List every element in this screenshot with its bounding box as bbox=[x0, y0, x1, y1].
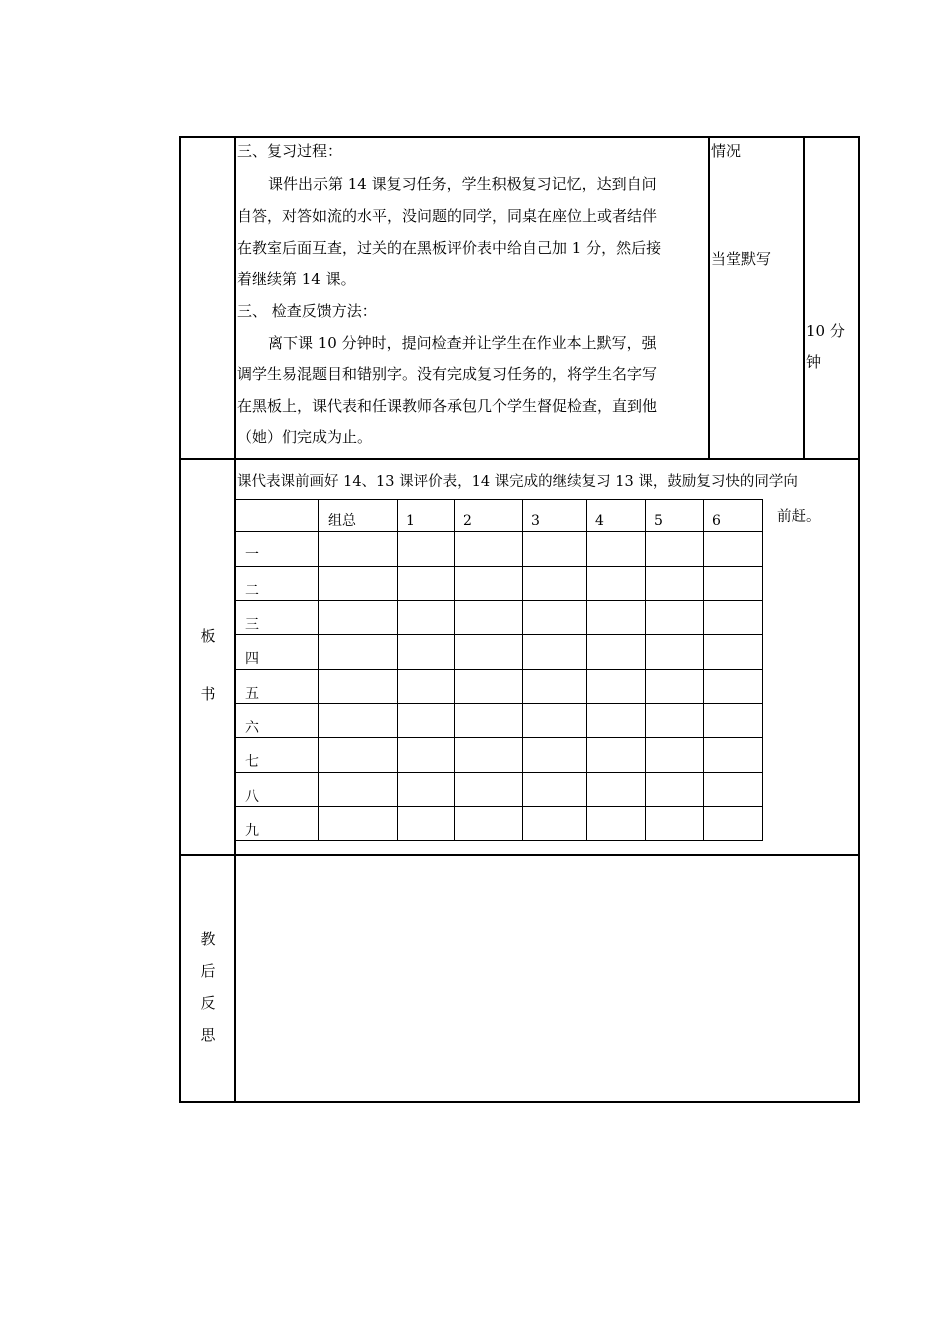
heading-feedback-method: 三、 检查反馈方法： bbox=[237, 302, 377, 320]
grid-line bbox=[236, 737, 763, 738]
grid-line bbox=[236, 806, 763, 807]
grid-line bbox=[236, 840, 763, 841]
grid-line bbox=[236, 600, 763, 601]
row-label: 五 bbox=[245, 686, 259, 702]
header-col-1: 1 bbox=[406, 513, 415, 529]
text-line: （她）们完成为止。 bbox=[237, 428, 373, 446]
situation-column-divider bbox=[708, 136, 710, 458]
grid-line bbox=[762, 499, 763, 841]
row-label: 一 bbox=[245, 547, 259, 563]
outer-left-border bbox=[179, 136, 181, 1103]
outer-right-border bbox=[858, 136, 860, 1103]
text-line: 离下课 10 分钟时，提问检查并让学生在作业本上默写，强 bbox=[268, 334, 657, 352]
reflection-label-char: 后 bbox=[200, 962, 216, 980]
row-label: 八 bbox=[245, 789, 259, 805]
label-column-divider bbox=[234, 136, 236, 1103]
header-col-2: 2 bbox=[463, 513, 472, 529]
grid-line bbox=[236, 669, 763, 670]
row-label: 二 bbox=[245, 583, 259, 599]
situation-value: 当堂默写 bbox=[711, 250, 772, 268]
board-intro-text: 课代表课前画好 14、13 课评价表，14 课完成的继续复习 13 课，鼓励复习快的同学向 bbox=[237, 474, 798, 490]
grid-line bbox=[318, 499, 319, 841]
text-line: 课件出示第 14 课复习任务，学生积极复习记忆，达到自问 bbox=[268, 175, 657, 193]
header-col-3: 3 bbox=[531, 513, 540, 529]
grid-line bbox=[236, 531, 763, 532]
grid-line bbox=[586, 499, 587, 841]
text-line: 调学生易混题目和错别字。没有完成复习任务的，将学生名字写 bbox=[237, 365, 658, 383]
row-label: 三 bbox=[245, 617, 259, 633]
row-label: 六 bbox=[245, 720, 259, 736]
row-divider-reflection bbox=[179, 854, 860, 856]
grid-line bbox=[703, 499, 704, 841]
time-column-divider bbox=[803, 136, 805, 458]
time-value-line2: 钟 bbox=[806, 353, 822, 371]
row-label: 七 bbox=[245, 754, 259, 770]
time-value-line1: 10 分 bbox=[806, 322, 845, 340]
row-label: 四 bbox=[245, 651, 259, 667]
heading-review-process: 三、复习过程： bbox=[237, 142, 343, 160]
grid-line bbox=[397, 499, 398, 841]
grid-line bbox=[236, 499, 763, 500]
reflection-label-char: 教 bbox=[200, 930, 216, 948]
grid-line bbox=[236, 772, 763, 773]
text-line: 自答，对答如流的水平，没问题的同学，同桌在座位上或者结伴 bbox=[237, 207, 658, 225]
row-divider-board bbox=[179, 458, 860, 460]
reflection-label-char: 反 bbox=[200, 994, 216, 1012]
grid-line bbox=[236, 634, 763, 635]
outer-bottom-border bbox=[179, 1101, 860, 1103]
grid-line bbox=[236, 566, 763, 567]
reflection-label-char: 思 bbox=[200, 1026, 216, 1044]
outer-top-border bbox=[179, 136, 860, 138]
board-label-char: 书 bbox=[200, 685, 216, 703]
text-line: 着继续第 14 课。 bbox=[237, 270, 356, 288]
grid-line bbox=[522, 499, 523, 841]
grid-line bbox=[645, 499, 646, 841]
board-intro-tail: 前赶。 bbox=[777, 509, 821, 525]
header-col-6: 6 bbox=[712, 513, 721, 529]
header-group-total: 组总 bbox=[328, 513, 356, 529]
text-line: 在教室后面互查，过关的在黑板评价表中给自己加 1 分，然后接 bbox=[237, 239, 662, 257]
board-label-char: 板 bbox=[200, 627, 216, 645]
row-label: 九 bbox=[245, 823, 259, 839]
grid-line bbox=[236, 703, 763, 704]
situation-label: 情况 bbox=[711, 142, 742, 160]
text-line: 在黑板上，课代表和任课教师各承包几个学生督促检查，直到他 bbox=[237, 397, 658, 415]
header-col-5: 5 bbox=[654, 513, 663, 529]
header-col-4: 4 bbox=[595, 513, 604, 529]
grid-line bbox=[454, 499, 455, 841]
